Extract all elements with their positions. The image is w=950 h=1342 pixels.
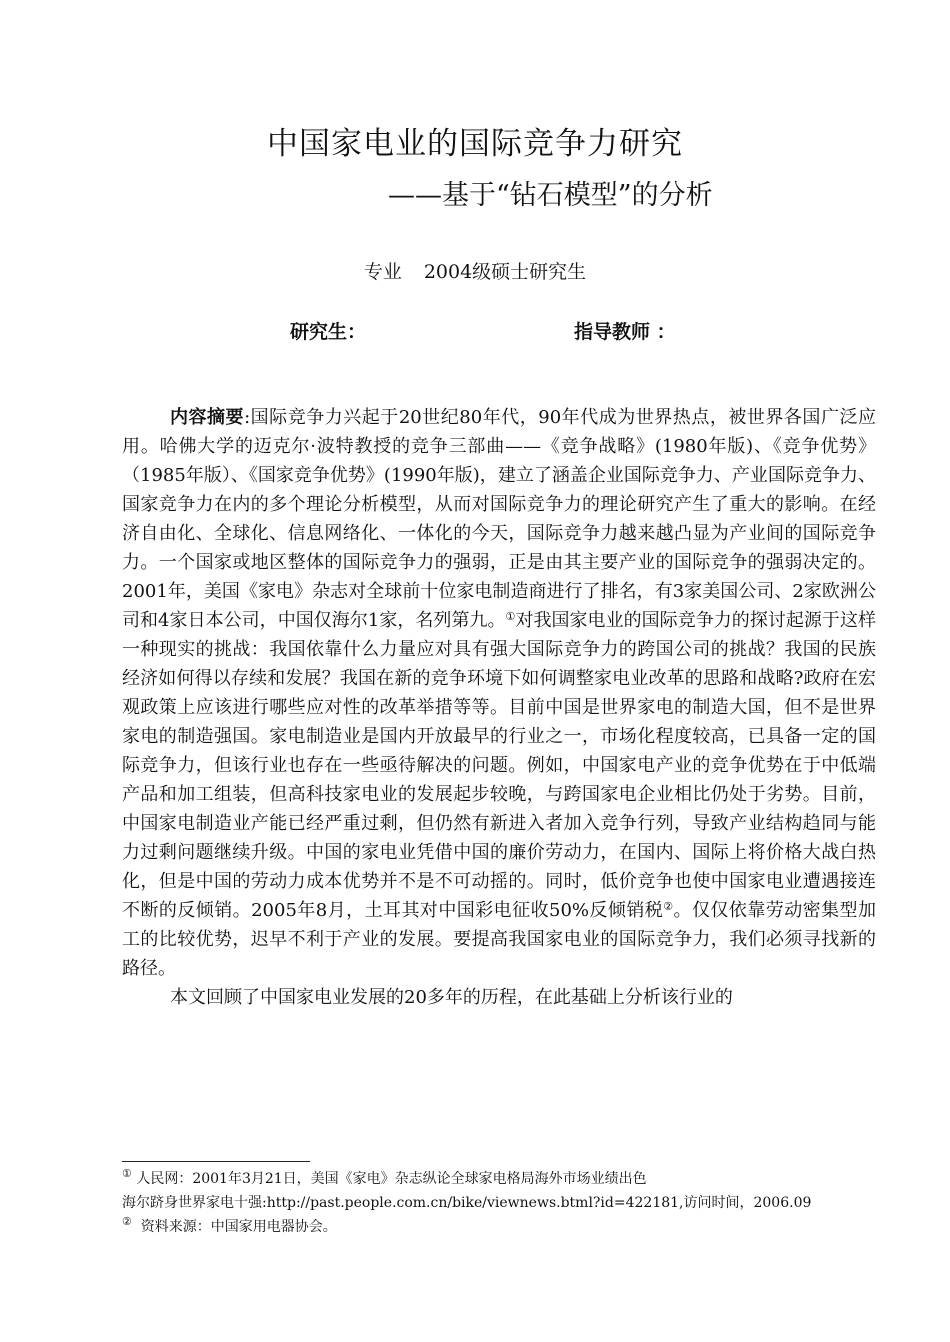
abstract-lead: 内容摘要 [170, 407, 245, 428]
page-title: 中国家电业的国际竞争力研究 [267, 126, 683, 162]
advisor-label: 指导教师 ： [574, 321, 676, 343]
footnote-1-line-2: 海尔跻身世界家电十强:http://past.people.com.cn/bike/viewnews.btml?id=422181,访问时间，2006.09 [122, 1195, 812, 1211]
student-label: 研究生： [290, 321, 367, 343]
footnotes [122, 1167, 882, 1239]
footnote-ref-1: ① [505, 610, 516, 623]
footnote-1-line-1 [122, 1167, 882, 1191]
footnote-2-text: 资料来源：中国家用电器协会。 [140, 1219, 337, 1235]
footnote-2-mark: ② [122, 1215, 132, 1228]
abstract-paragraph [122, 403, 876, 983]
page-subtitle: ——基于“钻石模型”的分析 [388, 180, 713, 211]
footnote-ref-2: ② [663, 900, 674, 913]
abstract-text-part2: 对我国家电业的国际竞争力的探讨起源于这样一种现实的挑战：我国依靠什么力量应对具有强大国际竞争力的跨国公司的挑战？我国的民族经济如何得以存续和发展？我国在新的竞争环境下如何调整家电业改革的思路和战略?政府在宏观政策上应该进行哪些应对性的改革举措等等。目前中国是世界家电的制造大国，但不是世界家电的制造强国。家电制造业是国内开放最早的行业之一，市场化程度较高，已具备一定的国际竞争力，但该行业也存在一些亟待解决的问题。例如，中国家电产业的竞争优势在于中低端产品和加工组装，但高科技家电业的发展起步较晚，与跨国家电企业相比仍处于劣势。目前，中国家电制造业产能已经严重过剩，但仍然有新进入者加入竞争行列，导致产业结构趋同与能力过剩问题继续升级。中国的家电业凭借中国的廉价劳动力，在国内、国际上将价格大战白热化，但是中国的劳动力成本优势并不是不可动摇的。同时，低价竞争也使中国家电业遭遇接连不断的反倾销。2005年8月，土耳其对中国彩电征收50%反倾销税 [122, 610, 876, 921]
major-label: 专业 [363, 261, 402, 283]
major-value: 2004级硕士研究生 [423, 261, 587, 283]
footnote-divider [122, 1161, 310, 1162]
major-line [0, 257, 950, 284]
footnote-1-text: 人民网：2001年3月21日，美国《家电》杂志纵论全球家电格局海外市场业绩出色 [136, 1171, 647, 1187]
footnote-2 [122, 1215, 882, 1239]
abstract-text-part3: 。仅仅依靠劳动密集型加工的比较优势，迟早不利于产业的发展。要提高我国家电业的国际竞争力，我们必须寻找新的路径。 [122, 900, 876, 979]
abstract-text-part1: :国际竞争力兴起于20世纪80年代，90年代成为世界热点，被世界各国广泛应用。哈佛大学的迈克尔·波特教授的竞争三部曲——《竞争战略》(1980年版)、《竞争优势》（1985年版）、《国家竞争优势》(1990年版)，建立了涵盖企业国际竞争力、产业国际竞争力、国家竞争力在内的多个理论分析模型，从而对国际竞争力的理论研究产生了重大的影响。在经济自由化、全球化、信息网络化、一体化的今天，国际竞争力越来越凸显为产业间的国际竞争力。一个国家或地区整体的国际竞争力的强弱，正是由其主要产业的国际竞争的强弱决定的。2001年，美国《家电》杂志对全球前十位家电制造商进行了排名，有3家美国公司、2家欧洲公司和4家日本公司，中国仅海尔1家，名列第九。 [122, 407, 876, 631]
body-paragraph-2: 本文回顾了中国家电业发展的20多年的历程，在此基础上分析该行业的 [170, 987, 733, 1008]
abstract-body [122, 403, 876, 1012]
footnote-1-mark: ① [122, 1167, 132, 1180]
